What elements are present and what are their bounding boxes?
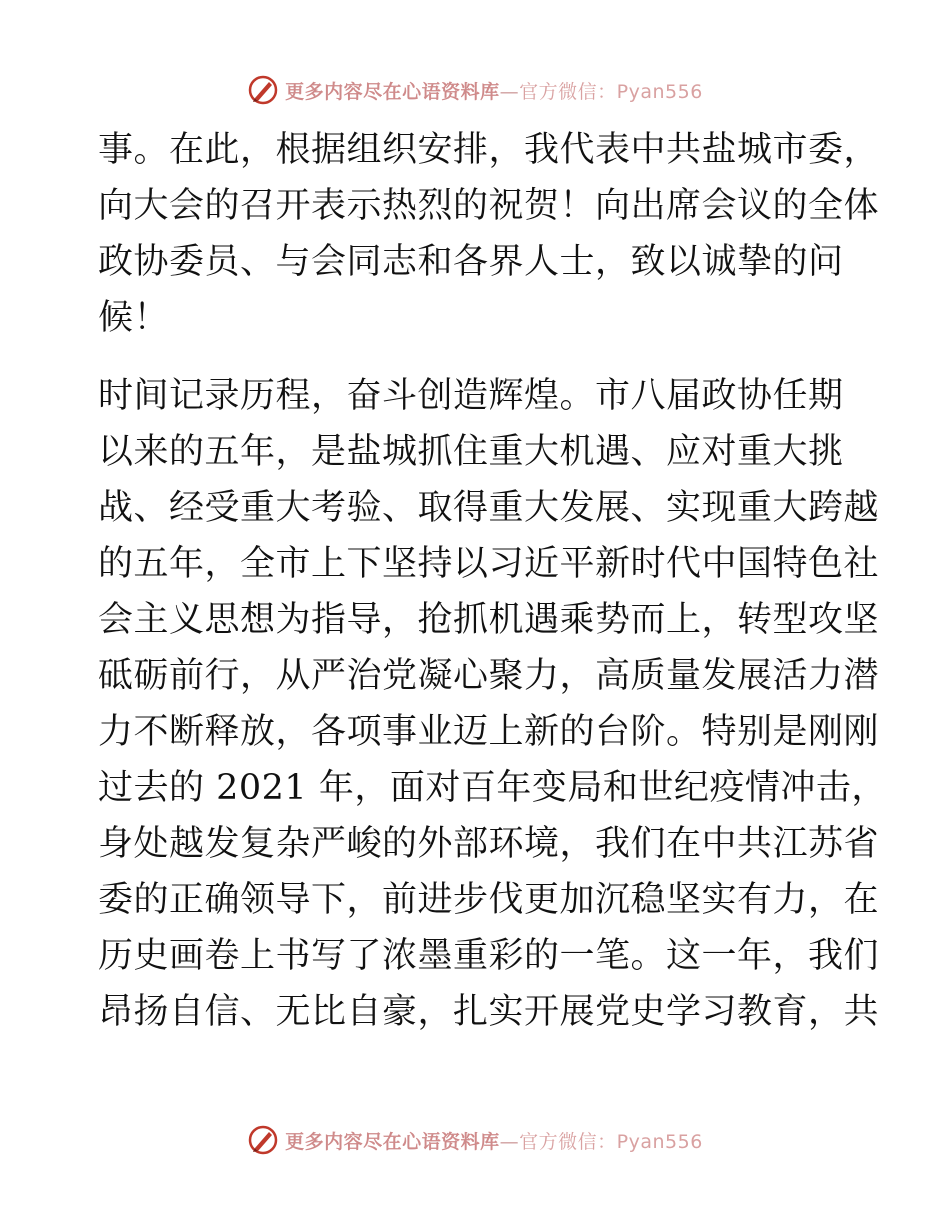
text-line: 以来的五年，是盐城抓住重大机遇、应对重大挑 [98, 432, 844, 472]
text-line: 历史画卷上书写了浓墨重彩的一笔。这一年，我们 [98, 936, 880, 976]
text-line: 过去的 2021 年，面对百年变局和世纪疫情冲击， [98, 768, 887, 808]
watermark-suffix: 官方微信：Pyan556 [519, 80, 703, 103]
text-line: 事。在此，根据组织安排，我代表中共盐城市委， [98, 130, 880, 170]
watermark-suffix: 官方微信：Pyan556 [519, 1130, 703, 1153]
pen-logo-icon [247, 1124, 279, 1156]
footer-watermark [0, 1120, 950, 1160]
watermark-separator: — [499, 1130, 520, 1153]
paragraph-2 [98, 368, 887, 1040]
watermark-brand: 更多内容尽在心语资料库 [285, 1130, 500, 1153]
watermark-text [285, 1127, 703, 1154]
watermark-separator: — [499, 80, 520, 103]
text-line: 时间记录历程，奋斗创造辉煌。市八届政协任期 [98, 376, 844, 416]
document-body [98, 122, 887, 1040]
text-line: 力不断释放，各项事业迈上新的台阶。特别是刚刚 [98, 712, 880, 752]
text-line: 委的正确领导下，前进步伐更加沉稳坚实有力，在 [98, 880, 880, 920]
text-line: 身处越发复杂严峻的外部环境，我们在中共江苏省 [98, 824, 880, 864]
text-line: 政协委员、与会同志和各界人士，致以诚挚的问 [98, 242, 844, 282]
watermark-brand: 更多内容尽在心语资料库 [285, 80, 500, 103]
text-line: 会主义思想为指导，抢抓机遇乘势而上，转型攻坚 [98, 600, 880, 640]
text-line: 候！ [98, 298, 170, 338]
text-line: 砥砺前行，从严治党凝心聚力，高质量发展活力潜 [98, 656, 880, 696]
text-line: 昂扬自信、无比自豪，扎实开展党史学习教育，共 [98, 992, 880, 1032]
header-watermark [0, 70, 950, 110]
text-line: 向大会的召开表示热烈的祝贺！向出席会议的全体 [98, 186, 880, 226]
watermark-text [285, 77, 703, 104]
paragraph-1 [98, 122, 880, 346]
paragraph-gap [98, 346, 858, 368]
pen-logo-icon [247, 74, 279, 106]
text-line: 的五年，全市上下坚持以习近平新时代中国特色社 [98, 544, 880, 584]
text-line: 战、经受重大考验、取得重大发展、实现重大跨越 [98, 488, 880, 528]
